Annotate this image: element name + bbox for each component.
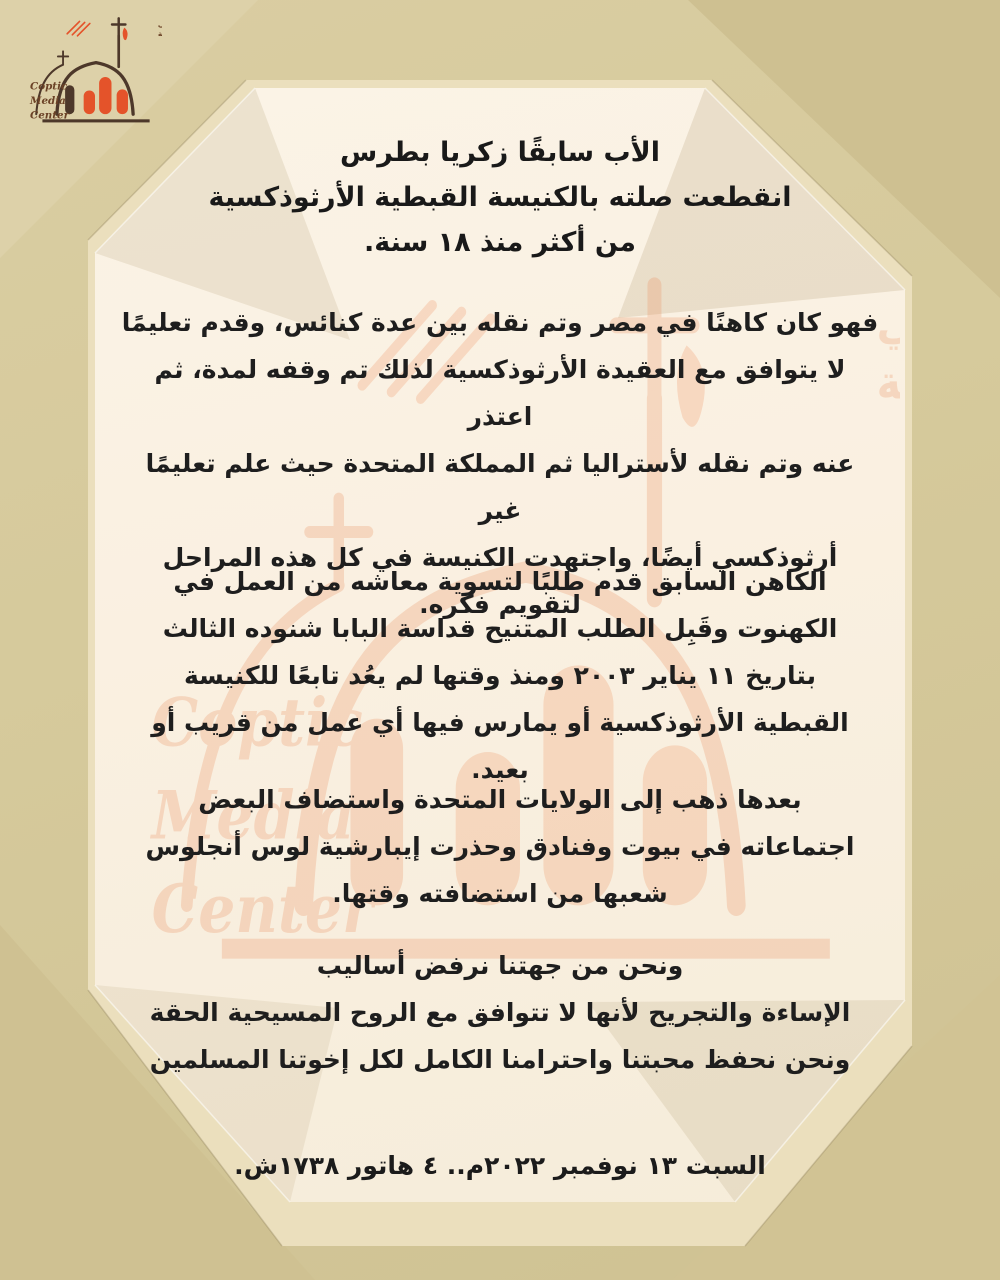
paragraph-line: أرثوذكسي أيضًا، واجتهدت الكنيسة في كل هذه المراحل <box>162 543 838 572</box>
paragraph-line: عنه وتم نقله لأستراليا ثم المملكة المتحدة حيث علم تعليمًا غير <box>145 449 855 525</box>
statement-title <box>120 130 880 265</box>
paragraph-line: اجتماعاته في بيوت وفنادق وحذرت إيبارشية لوس أنجلوس <box>145 832 855 861</box>
paragraph-line: ونحن من جهتنا نرفض أساليب <box>316 951 684 980</box>
title-line: انقطعت صلته بالكنيسة القبطية الأرثوذكسية <box>208 182 792 213</box>
statement-body <box>120 0 880 1280</box>
paragraph-line: بتاريخ ١١ يناير ٢٠٠٣ ومنذ وقتها لم يعُد تابعًا للكنيسة <box>183 661 816 690</box>
paragraph-line: بعدها ذهب إلى الولايات المتحدة واستضاف البعض <box>198 785 802 814</box>
paragraph-line: الكاهن السابق قدم طلبًا لتسوية معاشه من العمل في <box>173 567 827 596</box>
paragraph-line: لتقويم فكره. <box>419 590 581 619</box>
paragraph-line: الكهنوت وقَبِل الطلب المتنيح قداسة البابا شنوده الثالث <box>162 614 838 643</box>
paragraph-line: الإساءة والتجريح لأنها لا تتوافق مع الروح المسيحية الحقة <box>149 998 851 1027</box>
title-line: من أكثر منذ ١٨ سنة. <box>364 227 636 258</box>
paragraph-3 <box>120 776 880 917</box>
paragraph-line: القبطية الأرثوذكسية أو يمارس فيها أي عمل من قريب أو بعيد. <box>151 708 849 784</box>
paragraph-line: فهو كان كاهنًا في مصر وتم نقله بين عدة كنائس، وقدم تعليمًا <box>121 308 879 337</box>
statement-date <box>120 1146 880 1186</box>
paragraph-line: ونحن نحفظ محبتنا واحترامنا الكامل لكل إخوتنا المسلمين <box>149 1045 851 1074</box>
title-line: الأب سابقًا زكريا بطرس <box>340 137 660 168</box>
paragraph-2 <box>120 558 880 793</box>
paragraph-line: شعبها من استضافته وقتها. <box>332 879 668 908</box>
date-line: السبت ١٣ نوفمبر ٢٠٢٢م.. ٤ هاتور ١٧٣٨ش. <box>234 1151 766 1180</box>
paragraph-line: لا يتوافق مع العقيدة الأرثوذكسية لذلك تم وقفه لمدة، ثم اعتذر <box>154 355 846 431</box>
paragraph-4 <box>120 942 880 1083</box>
